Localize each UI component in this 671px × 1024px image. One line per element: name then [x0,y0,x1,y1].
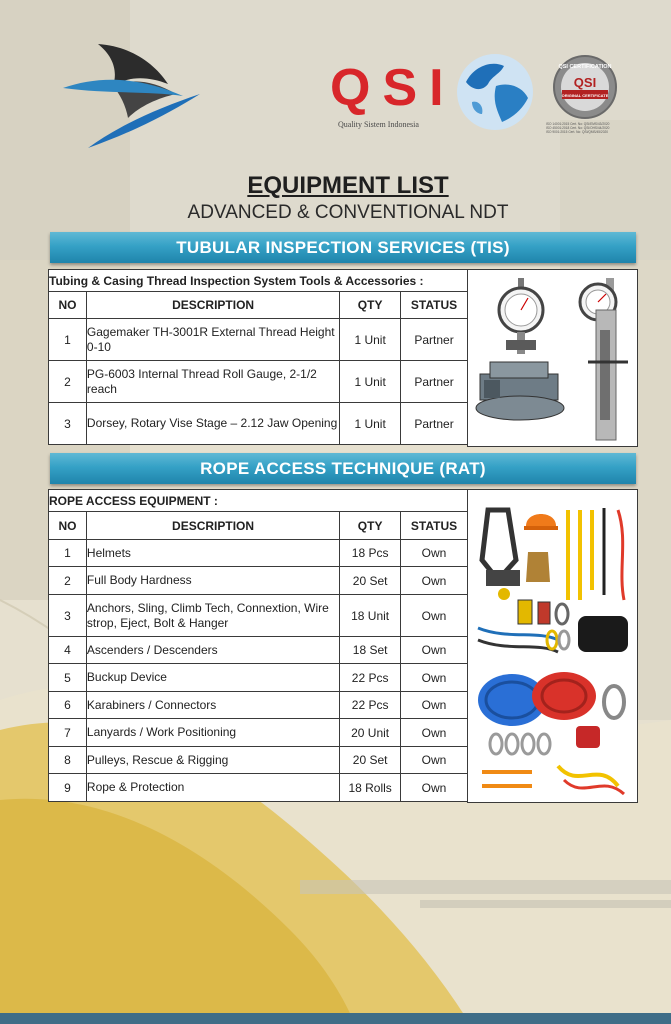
cert-sub: ORIGINAL CERTIFICATE [561,93,609,98]
column-header-qty: QTY [340,292,401,319]
cell-description: Karabiners / Connectors [86,692,339,719]
globe-icon [452,52,538,132]
column-header-description: DESCRIPTION [86,292,339,319]
table-row [49,664,468,692]
cell-status: Partner [401,319,468,361]
cell-status: Own [401,774,468,802]
cell-description: Rope & Protection [86,774,339,802]
cell-no: 2 [49,361,87,403]
table-row [49,540,468,567]
cell-qty: 18 Unit [340,595,401,637]
cell-status: Own [401,692,468,719]
rope-access-photo [467,489,638,803]
cell-status: Own [401,664,468,692]
cell-description: Full Body Hardness [86,567,339,595]
column-header-status: STATUS [401,292,468,319]
cell-status: Own [401,595,468,637]
cell-description: Buckup Device [86,664,339,692]
column-header-no: NO [49,292,87,319]
cell-status: Partner [401,361,468,403]
column-header-description: DESCRIPTION [86,512,339,540]
column-header-qty: QTY [340,512,401,540]
cell-status: Own [401,540,468,567]
table-row [49,567,468,595]
brand-tagline: Quality Sistem Indonesia [338,120,419,129]
cell-no: 2 [49,567,87,595]
cell-no: 3 [49,403,87,445]
cell-no: 4 [49,637,87,664]
cell-qty: 1 Unit [340,319,401,361]
tis-tools-photo [467,269,638,447]
cell-status: Own [401,747,468,774]
cell-status: Own [401,719,468,747]
cell-description: Helmets [86,540,339,567]
cert-title: QSI CERTIFICATION [558,64,612,70]
cell-description: Lanyards / Work Positioning [86,719,339,747]
table-row [49,719,468,747]
cell-status: Own [401,567,468,595]
cell-description: Ascenders / Descenders [86,637,339,664]
cert-line: ISO 45001:2018 Cert. No: QSI/OHS/44/2020 [546,126,610,131]
cell-description: Gagemaker TH-3001R External Thread Height 0-10 [86,319,339,361]
table-row [49,319,468,361]
table-row [49,361,468,403]
table-row [49,692,468,719]
cell-qty: 1 Unit [340,361,401,403]
cell-qty: 18 Pcs [340,540,401,567]
cell-qty: 22 Pcs [340,692,401,719]
cell-status: Own [401,637,468,664]
page-title: EQUIPMENT LIST [247,172,449,199]
table-row [49,403,468,445]
cell-no: 9 [49,774,87,802]
table-row [49,595,468,637]
cell-no: 5 [49,664,87,692]
brand-name: QSI [330,59,456,117]
cell-qty: 20 Unit [340,719,401,747]
rat-equipment-table [48,489,468,802]
cert-line: ISO 9001:2015 Cert. No: QSI/QMS/45/2020 [546,130,609,135]
cell-qty: 1 Unit [340,403,401,445]
cell-no: 3 [49,595,87,637]
cell-qty: 22 Pcs [340,664,401,692]
cell-description: Dorsey, Rotary Vise Stage – 2.12 Jaw Opening [86,403,339,445]
cell-qty: 18 Set [340,637,401,664]
cell-status: Partner [401,403,468,445]
table-caption: ROPE ACCESS EQUIPMENT : [49,490,468,512]
cell-no: 8 [49,747,87,774]
table-caption: Tubing & Casing Thread Inspection System Tools & Accessories : [49,270,468,292]
column-header-no: NO [49,512,87,540]
cert-center: QSI [573,75,597,90]
certification-seal [552,54,618,120]
company-emblem-icon [58,36,208,156]
cell-qty: 20 Set [340,567,401,595]
rope-access-gear-illustration [468,490,637,802]
table-row [49,637,468,664]
cell-no: 1 [49,540,87,567]
thread-gauge-illustration [468,270,637,446]
cell-description: PG-6003 Internal Thread Roll Gauge, 2-1/2 reach [86,361,339,403]
column-header-status: STATUS [401,512,468,540]
table-row [49,747,468,774]
page-subtitle: ADVANCED & CONVENTIONAL NDT [187,202,509,223]
cell-description: Anchors, Sling, Climb Tech, Connextion, Wire strop, Eject, Bolt & Hanger [86,595,339,637]
tis-equipment-table [48,269,468,445]
section-banner-rat: ROPE ACCESS TECHNIQUE (RAT) [50,453,636,484]
cell-no: 7 [49,719,87,747]
cert-lines [546,122,626,135]
section-banner-tis: TUBULAR INSPECTION SERVICES (TIS) [50,232,636,263]
qsi-logo [330,52,540,132]
cell-qty: 20 Set [340,747,401,774]
cell-qty: 18 Rolls [340,774,401,802]
bottom-bar [0,1013,671,1024]
cert-line: ISO 14001:2015 Cert. No: QSI/EMS/43/2020 [546,122,610,126]
cell-description: Pulleys, Rescue & Rigging [86,747,339,774]
cell-no: 6 [49,692,87,719]
table-row [49,774,468,802]
cell-no: 1 [49,319,87,361]
